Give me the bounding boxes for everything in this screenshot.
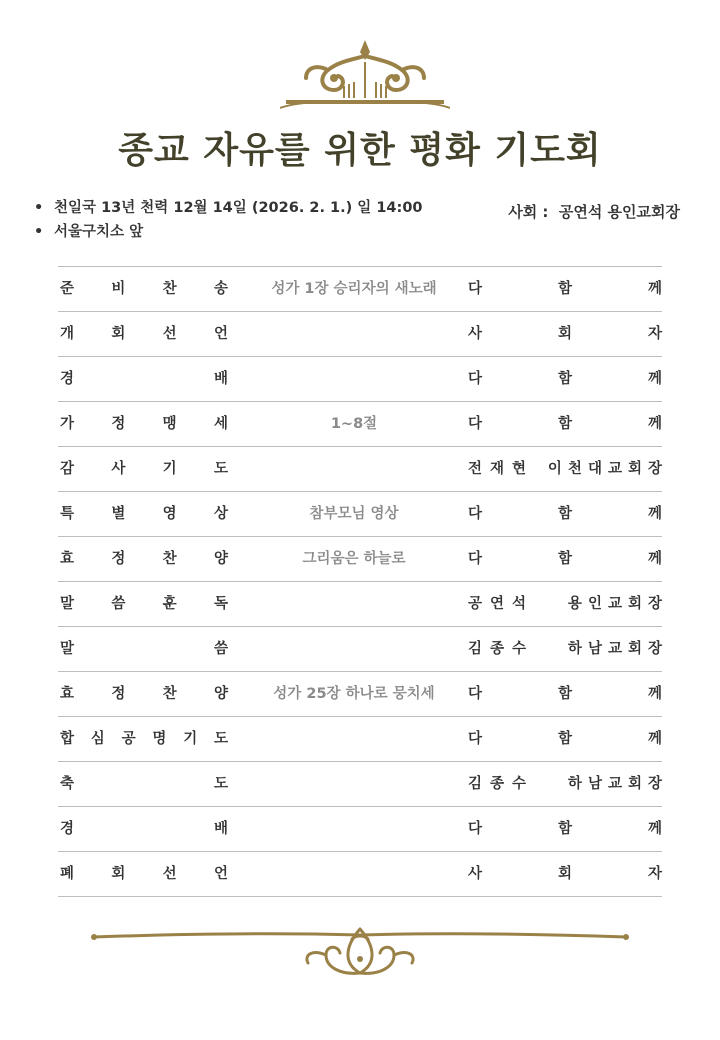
program-person-char: 다 [468,821,483,837]
person-name-char: 전 [468,461,483,477]
program-item-char: 훈 [162,596,177,612]
program-person-char: 함 [557,821,572,837]
program-item-char: 영 [162,506,177,522]
program-item [60,582,228,626]
person-title-char: 남 [587,776,602,792]
person-title [568,762,662,806]
program-item-char: 정 [111,416,126,432]
person-name-char: 수 [512,776,527,792]
program-item-char: 폐 [60,866,75,882]
program-item [60,402,228,446]
program-item [60,537,228,581]
program-item-char: 도 [213,776,228,792]
program-row [58,807,662,852]
program-person-char: 께 [647,281,662,297]
program-item-char: 도 [213,731,228,747]
program-person [468,807,662,851]
person-name-char: 종 [490,641,505,657]
person-title-char: 인 [587,596,602,612]
program-item [60,762,228,806]
program-person [468,267,662,311]
place-line [34,220,423,244]
program-person-char: 다 [468,506,483,522]
program-person-char: 께 [647,551,662,567]
program-item [60,447,228,491]
person-name-char: 종 [490,776,505,792]
program-item-char: 효 [60,551,75,567]
program-item-char: 정 [111,686,126,702]
program-person-char: 회 [557,326,572,342]
person-title-char: 장 [647,596,662,612]
program-person-char: 다 [468,416,483,432]
program-item-char: 배 [213,821,228,837]
program-note [254,807,454,851]
program-person [468,582,662,626]
program-person-char: 함 [557,371,572,387]
program-person-char: 자 [647,866,662,882]
person-title-char: 장 [647,641,662,657]
program-note [254,627,454,671]
program-row [58,852,662,897]
program-row [58,627,662,672]
program-item-char: 가 [60,416,75,432]
program-item [60,492,228,536]
program-person-char: 다 [468,731,483,747]
person-name-char: 수 [512,641,527,657]
program-row [58,312,662,357]
person-title [548,447,662,491]
person-title-char: 교 [607,776,622,792]
bullet-icon: • [34,224,44,240]
person-title-char: 하 [567,641,582,657]
person-name [468,627,526,671]
program-item-char: 회 [111,866,126,882]
program-note [254,447,454,491]
program-item-char: 양 [213,551,228,567]
program-person [468,537,662,581]
program-item-char: 씀 [213,641,228,657]
event-info [34,196,423,244]
program-item-char: 도 [213,461,228,477]
program-person-char: 께 [647,686,662,702]
person-title-char: 남 [587,641,602,657]
program-item-char: 비 [111,281,126,297]
program-item-char: 경 [60,371,75,387]
program-item-char: 말 [60,596,75,612]
program-item-char: 심 [90,731,105,747]
top-ornament-icon [280,38,450,116]
program-item-char: 선 [162,326,177,342]
program-item-char: 찬 [162,551,177,567]
program-item [60,717,228,761]
program-row [58,537,662,582]
program-note: 성가 1장 승리자의 새노래 [271,281,437,297]
program-person [468,717,662,761]
program-item [60,672,228,716]
program-note: 참부모님 영상 [309,506,399,522]
bottom-ornament-icon [90,915,630,985]
program-person [468,492,662,536]
person-title-char: 천 [567,461,582,477]
program-item-char: 합 [60,731,75,747]
program-person-char: 회 [557,866,572,882]
program-person [468,762,662,806]
program-person-char: 사 [468,326,483,342]
program-person [468,402,662,446]
person-name-char: 김 [468,641,483,657]
person-name-char: 연 [490,596,505,612]
program-item [60,267,228,311]
program-item-char: 찬 [162,686,177,702]
program-item-char: 명 [152,731,167,747]
program-person-char: 함 [557,731,572,747]
person-name [468,762,526,806]
program-row [58,762,662,807]
program-note: 그리움은 하늘로 [302,551,406,567]
event-date: 천일국 13년 천력 12월 14일 (2026. 2. 1.) 일 14:00 [54,200,423,216]
person-name [468,447,526,491]
program-person [468,627,662,671]
program-item-char: 선 [162,866,177,882]
program-item [60,357,228,401]
program-note [254,312,454,356]
program-item [60,627,228,671]
program-note [254,717,454,761]
program-person-char: 함 [557,416,572,432]
program-item-char: 언 [213,326,228,342]
program-row [58,672,662,717]
program-item-char: 양 [213,686,228,702]
program-item [60,312,228,356]
person-title-char: 대 [587,461,602,477]
program-item-char: 배 [213,371,228,387]
person-name [468,582,526,626]
program-person-char: 자 [647,326,662,342]
program-person-char: 다 [468,551,483,567]
program-item-char: 언 [213,866,228,882]
program-note: 1~8절 [330,416,378,432]
program-item-char: 별 [111,506,126,522]
program-item-char: 특 [60,506,75,522]
program-item [60,852,228,896]
program-note [254,852,454,896]
program-table [58,266,662,897]
date-line [34,196,423,220]
program-row [58,357,662,402]
program-row [58,492,662,537]
program-person [468,357,662,401]
program-person [468,447,662,491]
person-title-char: 회 [627,596,642,612]
person-title-char: 회 [627,461,642,477]
program-item-char: 정 [111,551,126,567]
person-title-char: 교 [607,641,622,657]
program-item-char: 기 [183,731,198,747]
program-person-char: 께 [647,371,662,387]
program-row [58,267,662,312]
program-item-char: 사 [111,461,126,477]
program-person-char: 께 [647,506,662,522]
person-title-char: 회 [627,776,642,792]
program-note [254,357,454,401]
bullet-icon: • [34,200,44,216]
program-row [58,402,662,447]
person-title [568,627,662,671]
program-note [254,582,454,626]
person-title-char: 이 [547,461,562,477]
person-title-char: 용 [567,596,582,612]
person-title-char: 회 [627,641,642,657]
program-item-char: 씀 [111,596,126,612]
program-note [254,762,454,806]
program-row [58,447,662,492]
program-item-char: 말 [60,641,75,657]
program-person [468,312,662,356]
program-item-char: 효 [60,686,75,702]
program-note: 성가 25장 하나로 뭉치세 [273,686,435,702]
person-title-char: 교 [607,596,622,612]
program-item-char: 찬 [162,281,177,297]
program-person-char: 다 [468,371,483,387]
person-name-char: 김 [468,776,483,792]
program-item-char: 감 [60,461,75,477]
page-title: 종교 자유를 위한 평화 기도회 [118,130,602,171]
person-name-char: 현 [512,461,527,477]
person-title-char: 장 [647,776,662,792]
person-name-char: 석 [512,596,527,612]
person-title-char: 장 [647,461,662,477]
program-person-char: 함 [557,506,572,522]
program-person [468,672,662,716]
program-item-char: 준 [60,281,75,297]
program-person-char: 사 [468,866,483,882]
program-person-char: 함 [557,281,572,297]
person-title [568,582,662,626]
program-item-char: 공 [121,731,136,747]
program-item-char: 축 [60,776,75,792]
program-item-char: 상 [213,506,228,522]
program-row [58,717,662,762]
program-person-char: 께 [647,416,662,432]
program-person-char: 함 [557,686,572,702]
event-place: 서울구치소 앞 [54,224,144,240]
program-person-char: 께 [647,821,662,837]
program-item-char: 회 [111,326,126,342]
person-title-char: 하 [567,776,582,792]
program-item-char: 기 [162,461,177,477]
person-name-char: 공 [468,596,483,612]
program-item-char: 개 [60,326,75,342]
program-person-char: 께 [647,731,662,747]
program-person-char: 다 [468,281,483,297]
program-item [60,807,228,851]
program-item-char: 독 [213,596,228,612]
program-person [468,852,662,896]
host-info: 사회 : 공연석 용인교회장 [508,203,680,221]
program-item-char: 맹 [162,416,177,432]
person-name-char: 재 [490,461,505,477]
person-title-char: 교 [607,461,622,477]
program-row [58,582,662,627]
program-item-char: 송 [213,281,228,297]
program-item-char: 경 [60,821,75,837]
program-person-char: 다 [468,686,483,702]
program-person-char: 함 [557,551,572,567]
program-item-char: 세 [213,416,228,432]
